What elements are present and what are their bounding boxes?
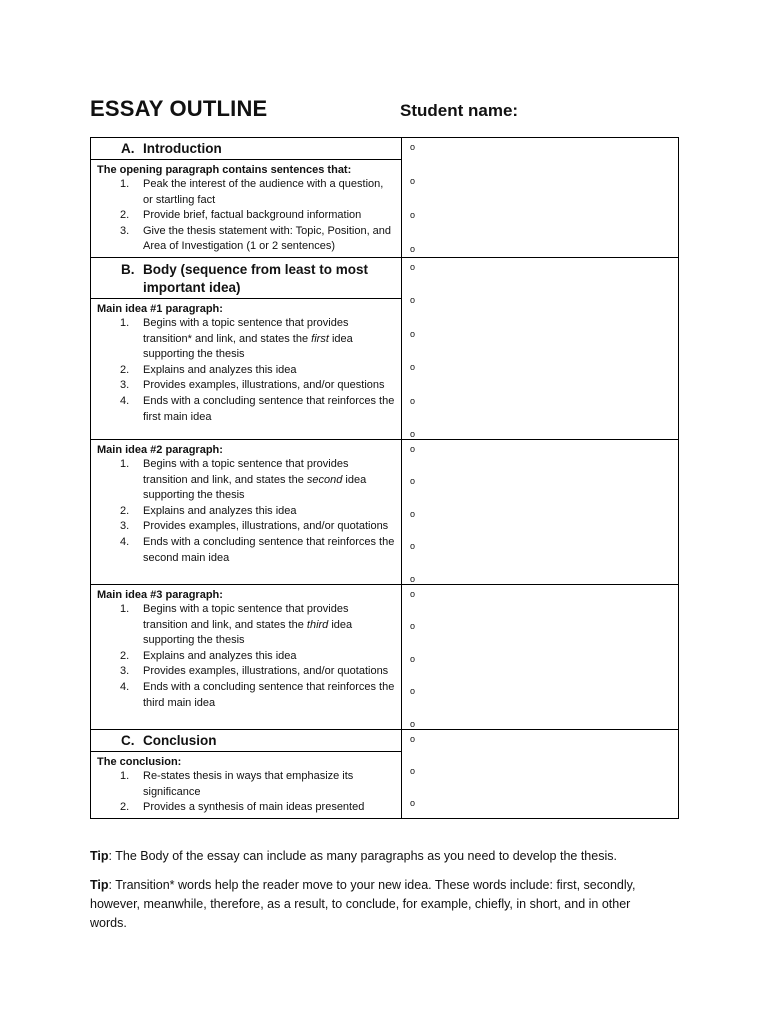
- introduction-notes-cell[interactable]: [402, 138, 679, 258]
- bullet: o: [410, 476, 416, 487]
- item-text: Peak the interest of the audience with a question, or startling fact: [143, 178, 384, 206]
- conclusion-section: [91, 729, 679, 818]
- main-idea-2-left-cell: [91, 439, 402, 584]
- item-number: 4.: [120, 680, 130, 693]
- bullet: o: [410, 686, 416, 697]
- bullet: o: [410, 588, 416, 599]
- list-item: [91, 664, 395, 680]
- item-number: 3.: [120, 520, 130, 533]
- tip-label: Tip: [90, 878, 109, 892]
- item-text: Ends with a concluding sentence that reinforces the first main idea: [143, 394, 395, 423]
- item-number: 2.: [120, 649, 130, 662]
- main-idea-3-left-cell: [91, 584, 402, 729]
- tip-text: : The Body of the essay can include as many paragraphs as you need to develop the thesis.: [108, 849, 617, 863]
- list-item: [91, 177, 395, 208]
- main-idea-3-notes-cell[interactable]: [402, 584, 679, 729]
- list-item: [91, 649, 395, 665]
- main-idea-2-notes-cell[interactable]: [402, 439, 679, 584]
- body-heading: [91, 258, 401, 299]
- section-letter: B.: [121, 261, 135, 277]
- list-item: [91, 224, 395, 255]
- item-text: Begins with a topic sentence that provides transition and link, and states the: [143, 602, 349, 631]
- bullet: o: [410, 541, 416, 552]
- list-item: [91, 208, 395, 224]
- bullet: o: [410, 765, 416, 776]
- list-item: [91, 800, 395, 816]
- item-text: idea supporting the thesis: [143, 473, 367, 502]
- item-number: 2.: [120, 801, 130, 814]
- item-text: Provides examples, illustrations, and/or quotations: [143, 665, 389, 678]
- item-emphasis: first: [311, 332, 329, 345]
- item-emphasis: third: [306, 618, 329, 631]
- introduction-section: [91, 138, 679, 258]
- bullet: o: [410, 797, 416, 808]
- introduction-list: [91, 177, 401, 257]
- item-number: 3.: [120, 379, 130, 392]
- item-number: 1.: [120, 316, 130, 329]
- item-text: idea supporting the thesis: [143, 618, 353, 647]
- introduction-heading: [91, 138, 401, 160]
- bullet: o: [410, 573, 416, 584]
- item-number: 2.: [120, 504, 130, 517]
- item-text: idea supporting the thesis: [143, 332, 353, 361]
- conclusion-heading: [91, 730, 401, 752]
- bullet: o: [410, 733, 416, 744]
- bullet: o: [410, 718, 416, 729]
- item-number: 3.: [120, 224, 130, 237]
- item-number: 4.: [120, 535, 130, 548]
- body-section: [91, 257, 679, 439]
- item-number: 3.: [120, 665, 130, 678]
- bullet: o: [410, 428, 416, 439]
- bullet: o: [410, 328, 416, 339]
- item-number: 1.: [120, 457, 130, 470]
- student-name-label: Student name:: [400, 101, 519, 120]
- tip-paragraph-2: [90, 876, 670, 933]
- bullet: o: [410, 395, 416, 406]
- main-idea-3-heading: Main idea #3 paragraph:: [97, 588, 223, 601]
- list-item: [91, 457, 395, 504]
- item-number: 1.: [120, 769, 130, 782]
- introduction-left-cell: [91, 138, 402, 258]
- section-title: Body (sequence from least to most important idea): [143, 261, 369, 295]
- item-text: Begins with a topic sentence that provides transition* and link, and states the: [143, 316, 349, 345]
- item-text: Explains and analyzes this idea: [143, 504, 297, 517]
- item-number: 2.: [120, 209, 130, 222]
- item-text: Ends with a concluding sentence that reinforces the second main idea: [143, 535, 395, 564]
- bullet: o: [410, 295, 416, 306]
- conclusion-left-cell: [91, 729, 402, 818]
- tip-paragraph-1: [90, 847, 670, 866]
- main-idea-3-list: [91, 602, 401, 713]
- conclusion-list: [91, 769, 401, 818]
- bullet-column: [402, 440, 678, 584]
- list-item: [91, 602, 395, 649]
- bullet: o: [410, 176, 416, 186]
- tip-label: Tip: [90, 849, 109, 863]
- list-item: [91, 769, 395, 800]
- main-idea-2-heading: Main idea #2 paragraph:: [97, 443, 223, 456]
- list-item: [91, 394, 395, 425]
- bullet: o: [410, 653, 416, 664]
- bullet-column: [402, 730, 678, 808]
- list-item: [91, 680, 395, 711]
- list-item: [91, 535, 395, 566]
- list-item: [91, 363, 395, 379]
- item-text: Explains and analyzes this idea: [143, 649, 297, 662]
- outline-table: [90, 137, 679, 819]
- introduction-subheading: The opening paragraph contains sentences that:: [97, 164, 352, 176]
- main-idea-3-section: [91, 584, 679, 729]
- item-emphasis: second: [306, 473, 343, 486]
- item-text: Give the thesis statement with: Topic, Position, and Area of Investigation (1 or 2 sentences): [143, 224, 392, 253]
- main-idea-2-section: [91, 439, 679, 584]
- body-left-cell: [91, 257, 402, 439]
- item-text: Provides examples, illustrations, and/or questions: [143, 379, 385, 392]
- item-number: 4.: [120, 394, 130, 407]
- item-number: 1.: [120, 602, 130, 615]
- bullet-column: [402, 258, 678, 439]
- list-item: [91, 519, 395, 535]
- bullet-column: [402, 138, 678, 254]
- bullet: o: [410, 210, 416, 220]
- section-letter: A.: [121, 141, 135, 156]
- item-text: Re-states thesis in ways that emphasize its significance: [143, 769, 354, 798]
- item-number: 2.: [120, 363, 130, 376]
- bullet: o: [410, 621, 416, 632]
- main-idea-1-list: [91, 316, 401, 427]
- item-text: Provide brief, factual background information: [143, 209, 362, 222]
- item-text: Provides examples, illustrations, and/or quotations: [143, 520, 389, 533]
- item-text: Begins with a topic sentence that provides transition and link, and states the: [143, 457, 349, 486]
- list-item: [91, 378, 395, 394]
- bullet: o: [410, 443, 416, 454]
- main-idea-2-list: [91, 457, 401, 568]
- body-notes-cell[interactable]: [402, 257, 679, 439]
- list-item: [91, 504, 395, 520]
- item-text: Ends with a concluding sentence that reinforces the third main idea: [143, 680, 395, 709]
- item-number: 1.: [120, 178, 130, 190]
- item-text: Explains and analyzes this idea: [143, 363, 297, 376]
- section-title: Introduction: [143, 141, 222, 156]
- conclusion-notes-cell[interactable]: [402, 729, 679, 818]
- bullet: o: [410, 142, 416, 152]
- bullet: o: [410, 508, 416, 519]
- item-text: Provides a synthesis of main ideas presented: [143, 801, 365, 814]
- conclusion-subheading: The conclusion:: [97, 755, 182, 768]
- bullet: o: [410, 261, 416, 272]
- main-idea-1-heading: Main idea #1 paragraph:: [97, 302, 223, 315]
- bullet: o: [410, 244, 416, 254]
- list-item: [91, 316, 395, 363]
- page-title: ESSAY OUTLINE: [90, 96, 268, 121]
- tip-text: : Transition* words help the reader move to your new idea. These words include: first, secondly, however, meanwhile, therefore, as a result, to conclude, for example, chiefly, in short, and in other words.: [90, 878, 636, 930]
- bullet: o: [410, 362, 416, 373]
- section-letter: C.: [121, 732, 135, 748]
- bullet-column: [402, 585, 678, 729]
- section-title: Conclusion: [143, 732, 217, 748]
